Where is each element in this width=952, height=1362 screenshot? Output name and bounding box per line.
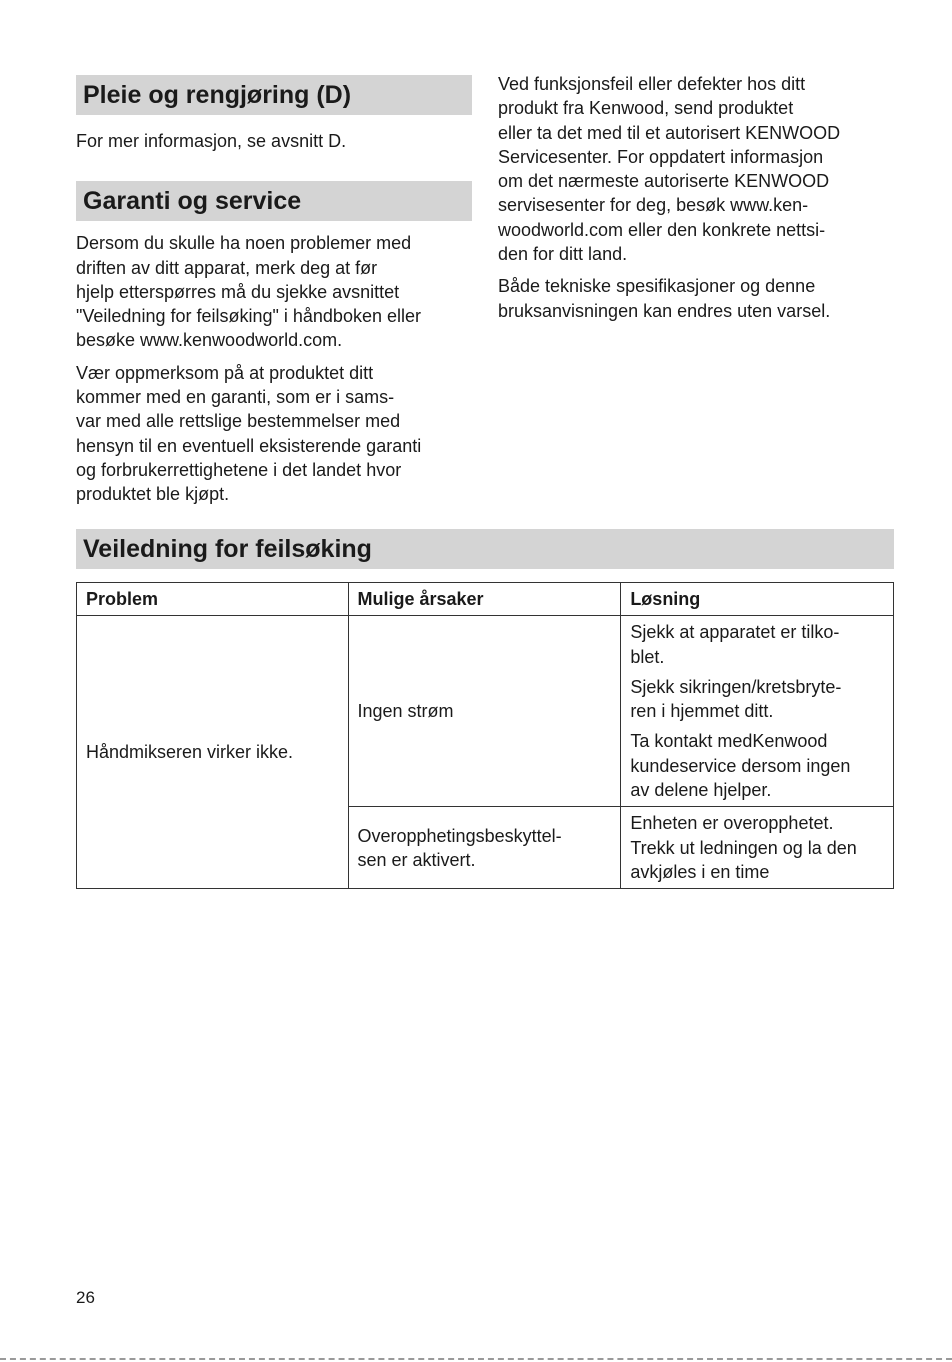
text-line: woodworld.com eller den konkrete nettsi- — [498, 219, 826, 240]
text-line: bruksanvisningen kan endres uten varsel. — [498, 300, 831, 321]
cause-cell — [348, 807, 621, 889]
troubleshooting-table — [76, 582, 894, 889]
text-line: Trekk ut ledningen og la den — [630, 837, 857, 858]
text-line: Sjekk sikringen/kretsbryte- — [630, 676, 842, 697]
text-line: Servicesenter. For oppdatert informasjon — [498, 146, 824, 167]
text-line: produktet ble kjøpt. — [76, 484, 230, 505]
text-line: hjelp etterspørres må du sjekke avsnittet — [76, 281, 400, 302]
column-header-causes: Mulige årsaker — [348, 583, 621, 616]
solution-item — [630, 729, 884, 802]
page-edge-divider — [0, 1358, 952, 1360]
text-line: Både tekniske spesifikasjoner og denne — [498, 276, 816, 297]
warranty-paragraph-1 — [76, 231, 472, 352]
warranty-heading: Garanti og service — [76, 181, 472, 221]
solution-cell — [621, 616, 894, 807]
problem-cell: Håndmikseren virker ikke. — [77, 616, 349, 889]
text-line: kundeservice dersom ingen — [630, 755, 851, 776]
care-heading: Pleie og rengjøring (D) — [76, 75, 472, 115]
page-number: 26 — [76, 1288, 95, 1307]
troubleshooting-heading: Veiledning for feilsøking — [76, 529, 894, 569]
text-line: eller ta det med til et autorisert KENWOOD — [498, 122, 841, 143]
table-row — [77, 616, 894, 807]
text-line: driften av ditt apparat, merk deg at før — [76, 257, 378, 278]
specifications-paragraph — [498, 274, 894, 323]
text-line: og forbrukerrettighetene i det landet hvor — [76, 459, 402, 480]
text-line: Enheten er overopphetet. — [630, 813, 834, 834]
text-line: Vær oppmerksom på at produktet ditt — [76, 362, 374, 383]
text-line: hensyn til en eventuell eksisterende garanti — [76, 435, 422, 456]
warranty-paragraph-2 — [76, 361, 472, 507]
left-column — [76, 75, 472, 507]
text-line: produkt fra Kenwood, send produktet — [498, 98, 794, 119]
text-line: Sjekk at apparatet er tilko- — [630, 622, 840, 643]
text-line: om det nærmeste autoriserte KENWOOD — [498, 171, 830, 192]
text-line: den for ditt land. — [498, 244, 628, 265]
text-line: servisesenter for deg, besøk www.ken- — [498, 195, 809, 216]
service-paragraph — [498, 72, 894, 266]
care-text: For mer informasjon, se avsnitt D. — [76, 131, 347, 151]
text-line: sen er aktivert. — [357, 849, 476, 870]
text-line: av delene hjelper. — [630, 780, 772, 801]
text-line: Overopphetingsbeskyttel- — [357, 825, 562, 846]
column-header-problem: Problem — [77, 583, 349, 616]
text-line: avkjøles i en time — [630, 861, 770, 882]
table-header-row — [77, 583, 894, 616]
text-line: Dersom du skulle ha noen problemer med — [76, 233, 412, 254]
column-header-solution: Løsning — [621, 583, 894, 616]
text-line: blet. — [630, 646, 665, 667]
text-line: kommer med en garanti, som er i sams- — [76, 387, 395, 408]
text-line: besøke www.kenwoodworld.com. — [76, 330, 343, 351]
text-line: Ved funksjonsfeil eller defekter hos ditt — [498, 74, 806, 94]
cause-cell: Ingen strøm — [348, 616, 621, 807]
text-line: Ta kontakt medKenwood — [630, 731, 828, 752]
text-line: ren i hjemmet ditt. — [630, 701, 774, 722]
text-line: var med alle rettslige bestemmelser med — [76, 411, 401, 432]
solution-cell — [621, 807, 894, 889]
right-column — [498, 72, 894, 323]
text-line: "Veiledning for feilsøking" i håndboken eller — [76, 306, 421, 327]
solution-item — [630, 675, 884, 724]
solution-item — [630, 620, 884, 669]
